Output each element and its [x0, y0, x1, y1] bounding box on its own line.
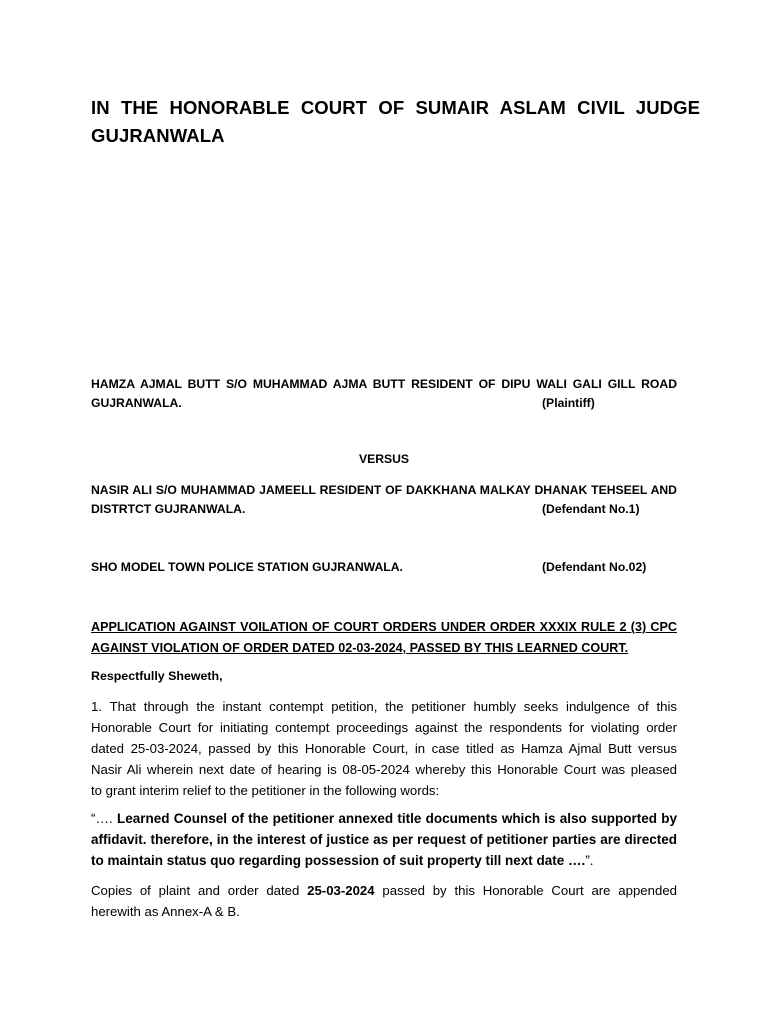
quote-line3-text: to maintain status quo regarding possession of suit property till next date ….: [91, 853, 586, 868]
court-order-quote: [91, 808, 677, 871]
quote-open: “….: [91, 811, 113, 826]
versus-label: VERSUS: [358, 452, 410, 466]
quote-close: ”.: [585, 853, 594, 868]
plaintiff-role: (Plaintiff): [542, 396, 595, 410]
annex-line2: herewith as Annex-A & B.: [91, 904, 240, 919]
plaintiff-block: [91, 375, 677, 413]
quote-line1-text: Learned Counsel of the petitioner annexed title documents which is also supported by: [116, 811, 677, 826]
application-subject: [91, 617, 677, 659]
annex-date: 25-03-2024: [307, 883, 375, 898]
salutation: Respectfully Sheweth,: [91, 669, 223, 683]
annex-paragraph: [91, 880, 677, 922]
quote-line2: affidavit. therefore, in the interest of justice as per request of petitioner parties are directed: [91, 832, 677, 847]
defendant2-block: [91, 558, 677, 577]
subject-line2: AGAINST VIOLATION OF ORDER DATED 02-03-2024, PASSED BY THIS LEARNED COURT.: [91, 641, 629, 655]
paragraph-1-line4: Nasir Ali wherein next date of hearing is 08-05-2024 whereby this Honorable Court was pleased: [91, 762, 677, 777]
subject-line1: APPLICATION AGAINST VOILATION OF COURT ORDERS UNDER ORDER XXXIX RULE 2 (3) CPC: [91, 620, 677, 634]
defendant2-role: (Defendant No.02): [542, 560, 647, 574]
defendant1-name: NASIR ALI S/O MUHAMMAD JAMEELL RESIDENT OF DAKKHANA MALKAY DHANAK TEHSEEL AND: [91, 483, 677, 497]
paragraph-1-line3: dated 25-03-2024, passed by this Honorable Court, in case titled as Hamza Ajmal Butt versus: [91, 741, 677, 756]
defendant2-name: SHO MODEL TOWN POLICE STATION GUJRANWALA.: [91, 560, 403, 574]
paragraph-1-line2: Honorable Court for initiating contempt proceedings against the respondents for violating order: [91, 720, 677, 735]
annex-line1-pre: Copies of plaint and order dated: [91, 883, 300, 898]
defendant1-address: DISTRTCT GUJRANWALA.: [91, 502, 246, 516]
court-heading: [91, 94, 701, 150]
defendant1-block: [91, 481, 677, 519]
paragraph-1-line1: 1. That through the instant contempt petition, the petitioner humbly seeks indulgence of this: [91, 699, 677, 714]
defendant1-role: (Defendant No.1): [542, 502, 640, 516]
paragraph-1-line5: to grant interim relief to the petitioner in the following words:: [91, 783, 440, 798]
court-heading-line1: IN THE HONORABLE COURT OF SUMAIR ASLAM CIVIL JUDGE: [91, 97, 701, 118]
annex-line1: [91, 880, 677, 901]
annex-line1-post: passed by this Honorable Court are appended: [382, 883, 677, 898]
quote-line3: [91, 850, 677, 871]
plaintiff-name: HAMZA AJMAL BUTT S/O MUHAMMAD AJMA BUTT RESIDENT OF DIPU WALI GALI GILL ROAD: [91, 377, 677, 391]
court-heading-line2: GUJRANWALA: [91, 125, 225, 146]
paragraph-1: [91, 696, 677, 801]
quote-line1: [91, 808, 677, 829]
plaintiff-address: GUJRANWALA.: [91, 396, 182, 410]
